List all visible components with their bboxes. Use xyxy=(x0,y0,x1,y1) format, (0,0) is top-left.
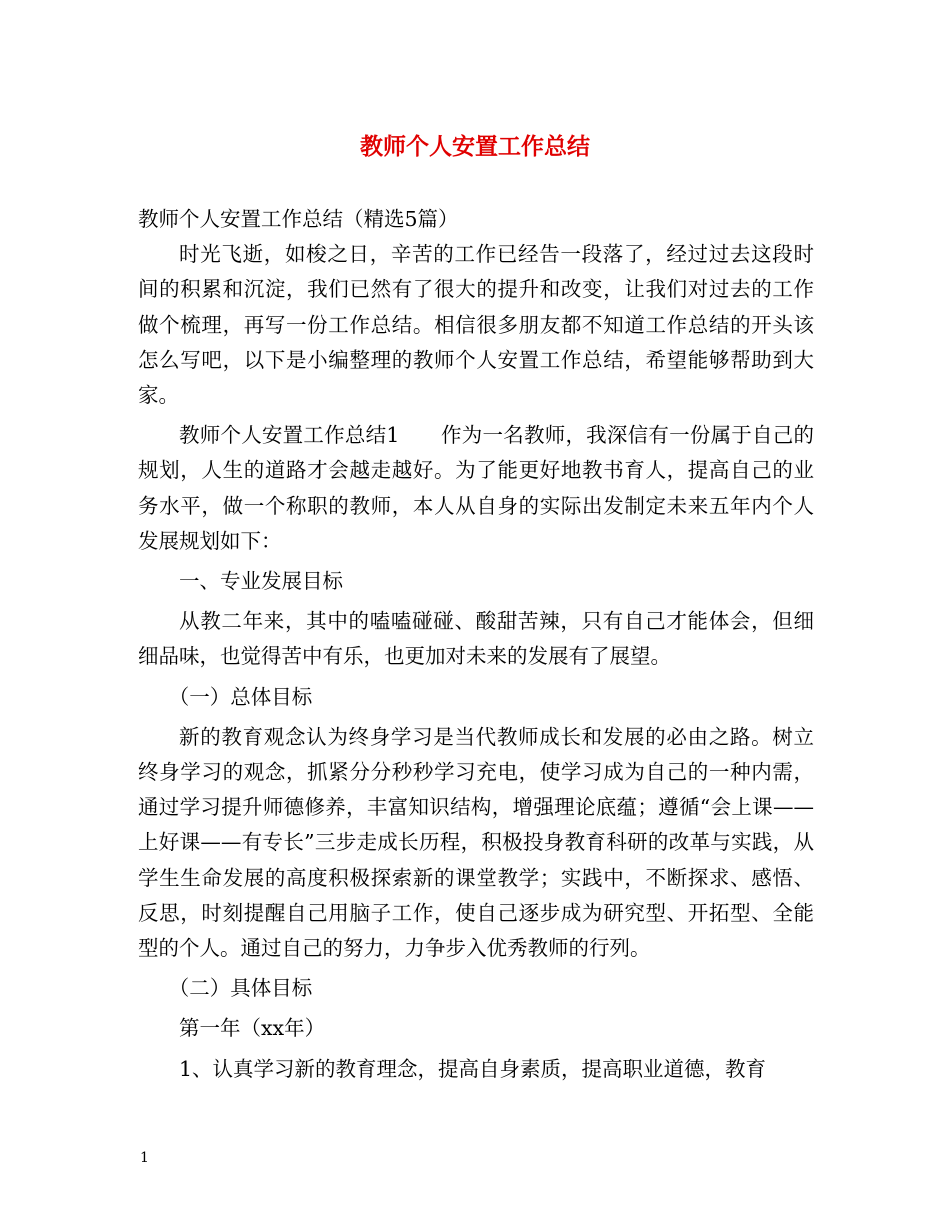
experience-paragraph: 从教二年来，其中的嗑嗑碰碰、酸甜苦辣，只有自己才能体会，但细细品味，也觉得苦中有乐，也更加对未来的发展有了展望。 xyxy=(138,609,814,669)
heading-specific-goals: （二）具体目标 xyxy=(168,976,313,1001)
item-1-paragraph: 1、认真学习新的教育理念，提高自身素质，提高职业道德，教育 xyxy=(179,1056,767,1081)
section-1-paragraph: 教师个人安置工作总结1 作为一名教师，我深信有一份属于自己的规划，人生的道路才会越走越好。为了能更好地教书育人，提高自己的业务水平，做一个称职的教师，本人从自身的实际出发制定未来五年内个人发展规划如下： xyxy=(138,423,814,553)
heading-professional-goals: 一、专业发展目标 xyxy=(179,569,343,594)
page-number: 1 xyxy=(140,1150,149,1166)
document-body xyxy=(138,202,814,1087)
first-year-heading: 第一年（xx年） xyxy=(179,1016,326,1041)
heading-overall-goals: （一）总体目标 xyxy=(168,684,313,709)
document-title: 教师个人安置工作总结 xyxy=(360,133,590,160)
intro-paragraph: 时光飞逝，如梭之日，辛苦的工作已经告一段落了，经过过去这段时间的积累和沉淀，我们已然有了很大的提升和改变，让我们对过去的工作做个梳理，再写一份工作总结。相信很多朋友都不知道工作总结的开头该怎么写吧，以下是小编整理的教师个人安置工作总结，希望能够帮助到大家。 xyxy=(138,242,814,408)
overall-goals-paragraph: 新的教育观念认为终身学习是当代教师成长和发展的必由之路。树立终身学习的观念，抓紧分分秒秒学习充电，使学习成为自己的一种内需，通过学习提升师德修养，丰富知识结构，增强理论底蕴；遵循“会上课——上好课——有专长”三步走成长历程，积极投身教育科研的改革与实践，从学生生命发展的高度积极探索新的课堂教学；实践中，不断探求、感悟、反思，时刻提醒自己用脑子工作，使自己逐步成为研究型、开拓型、全能型的个人。通过自己的努力，力争步入优秀教师的行列。 xyxy=(138,724,814,961)
subtitle-paragraph: 教师个人安置工作总结（精选5篇） xyxy=(138,207,459,231)
